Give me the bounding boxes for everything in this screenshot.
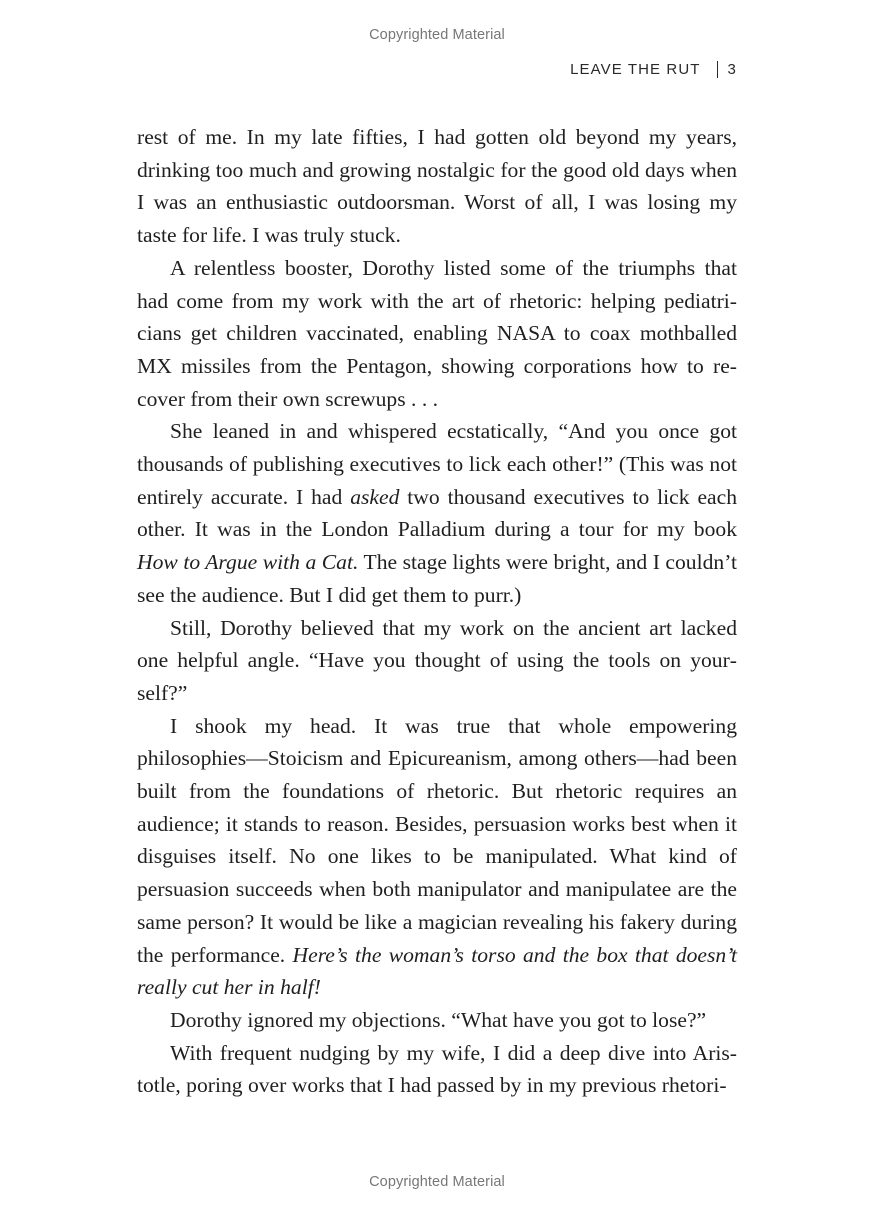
text-run: With frequent nudging by my wife, I did a deep dive into Aristotle, poring over works that I had passed by in my previous rhetori-: [137, 1040, 737, 1098]
paragraph: [137, 252, 737, 416]
paragraph: [137, 1037, 737, 1102]
text-run: Dorothy ignored my objections. “What have you got to lose?”: [170, 1007, 707, 1032]
italic-text: How to Argue with a Cat.: [137, 550, 359, 575]
paragraph: [137, 612, 737, 710]
body-text: [137, 121, 737, 1102]
paragraph: [137, 121, 737, 252]
text-run: two thousand executives to lick each other. It was in the London Palladium during a tour for my book: [137, 484, 737, 542]
paragraph: [137, 415, 737, 611]
paragraph: [137, 1004, 737, 1037]
copyright-watermark-top: Copyrighted Material: [369, 27, 505, 43]
running-head: [570, 61, 737, 78]
text-run: Still, Dorothy believed that my work on the ancient art lacked one helpful angle. “Have you thought of using the tools on yourself?”: [137, 615, 737, 705]
paragraph: [137, 710, 737, 1004]
running-head-divider: [717, 61, 718, 78]
text-run: She leaned in and whispered ecstatically, “And you once got thousands of publishing executives to lick each other!” (This was not entirely accurate. I had: [137, 419, 737, 509]
copyright-watermark-bottom: Copyrighted Material: [369, 1174, 505, 1190]
text-run: The stage lights were bright, and I couldn’t see the audience. But I did get them to purr.): [137, 550, 737, 607]
italic-text: Here’s the woman’s torso and the box that doesn’t really cut her in half!: [137, 942, 737, 1000]
page-number: 3: [727, 61, 737, 78]
running-head-title: LEAVE THE RUT: [570, 61, 701, 78]
text-run: I shook my head. It was true that whole empowering philosophies—Stoicism and Epicureanism, among others—had been built from the foundations of rhetoric. But rhetoric requires an audience; it stands to reason. Besides, persuasion works best when it disguises itself. No one likes to be manipulated. What kind of persuasion succeeds when both manipulator and manipulatee are the same person? It would be like a magician revealing his fakery during the performance.: [137, 713, 737, 967]
italic-text: asked: [350, 484, 400, 509]
text-run: rest of me. In my late fifties, I had gotten old beyond my years, drinking too much and growing nostalgic for the good old days when I was an enthusiastic outdoorsman. Worst of all, I was losing my taste for life. I was truly stuck.: [137, 125, 737, 248]
text-run: A relentless booster, Dorothy listed some of the triumphs that had come from my work with the art of rhetoric: helping pediatricians get children vaccinated, enabling NASA to coax mothballed MX missiles from the Pentagon, showing corporations how to recover from their own screwups . . .: [137, 255, 737, 411]
